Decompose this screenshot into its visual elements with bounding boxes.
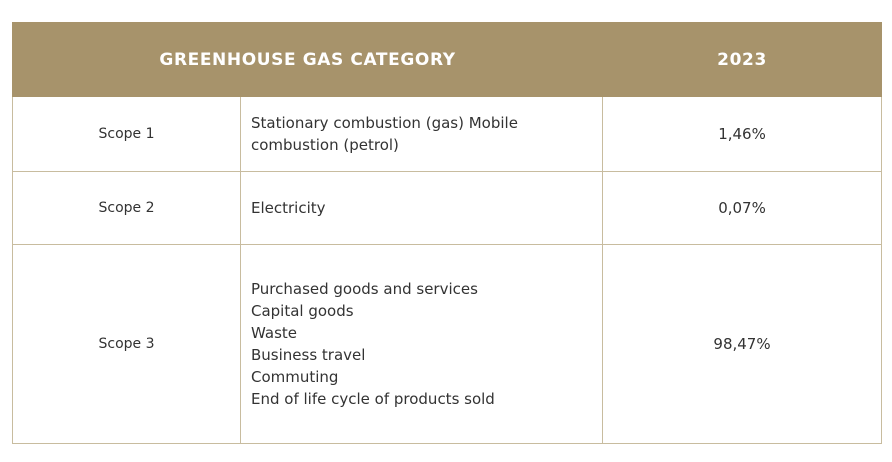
source-line: End of life cycle of products sold [251,390,495,408]
emission-sources [241,172,603,245]
scope-label: Scope 2 [13,172,241,245]
source-line: combustion (petrol) [251,136,399,154]
ghg-emissions-table [12,22,882,444]
header-category: GREENHOUSE GAS CATEGORY [13,23,603,97]
header-year: 2023 [603,23,882,97]
scope-label: Scope 3 [13,245,241,444]
share-value: 98,47% [603,245,882,444]
source-line: Purchased goods and services [251,280,478,298]
table-body [13,97,882,444]
source-line: Commuting [251,368,339,386]
source-line: Capital goods [251,302,354,320]
emission-sources [241,97,603,172]
emission-sources [241,245,603,444]
table-row-scope-2 [13,172,882,245]
source-line: Electricity [251,199,326,217]
header-row [13,23,882,97]
source-line: Waste [251,324,297,342]
share-value: 0,07% [603,172,882,245]
source-line: Stationary combustion (gas) Mobile [251,114,518,132]
scope-label: Scope 1 [13,97,241,172]
source-line: Business travel [251,346,366,364]
table-header [13,23,882,97]
table-row-scope-3 [13,245,882,444]
table-row-scope-1 [13,97,882,172]
share-value: 1,46% [603,97,882,172]
